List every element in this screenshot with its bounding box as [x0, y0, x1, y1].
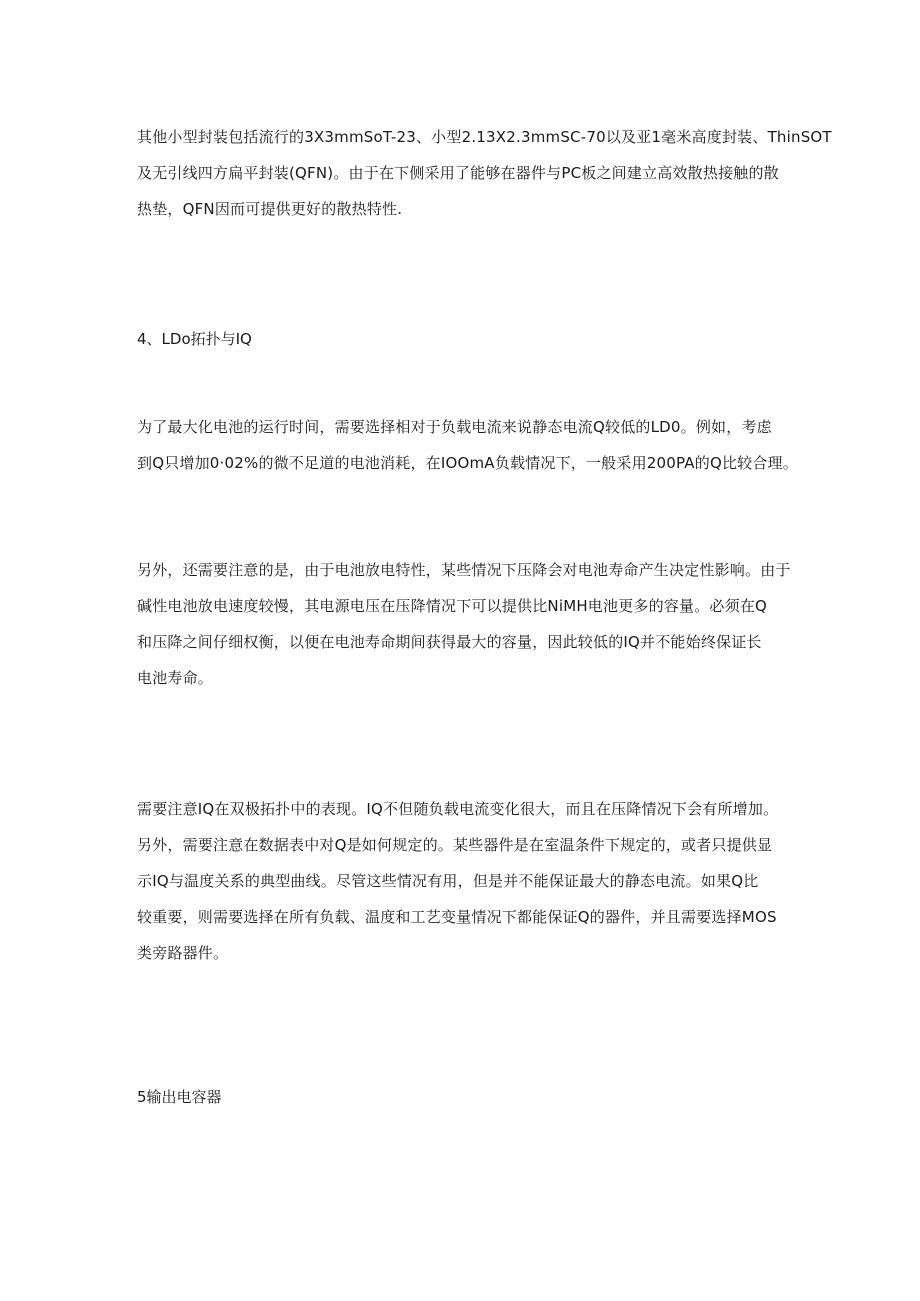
text-line: 需要注意IQ在双极拓扑中的表现。IQ不但随负载电流变化很大，而且在压降情况下会有所增加。: [137, 800, 779, 818]
text-line: 碱性电池放电速度较慢，其电源电压在压降情况下可以提供比NiMH电池更多的容量。必须在Q: [137, 597, 768, 615]
text-line: 热垫，QFN因而可提供更好的散热特性.: [137, 200, 403, 218]
section-heading-output-capacitor: 5输出电容器: [137, 1088, 222, 1106]
text-line: 及无引线四方扁平封装(QFN)。由于在下侧采用了能够在器件与PC板之间建立高效散热接触的散: [137, 164, 779, 182]
text-line: 另外，需要注意在数据表中对Q是如何规定的。某些器件是在室温条件下规定的，或者只提供显: [137, 836, 773, 854]
text-line: 电池寿命。: [137, 669, 214, 687]
text-line: 较重要，则需要选择在所有负载、温度和工艺变量情况下都能保证Q的器件，并且需要选择MOS: [137, 908, 777, 926]
text-line: 和压降之间仔细权衡，以便在电池寿命期间获得最大的容量，因此较低的IQ并不能始终保证长: [137, 633, 762, 651]
text-line: 为了最大化电池的运行时间，需要选择相对于负载电流来说静态电流Q较低的LD0。例如，考虑: [137, 418, 772, 436]
paragraph-dropout-effect: [137, 561, 797, 705]
text-line: 其他小型封装包括流行的3X3mmSoT-23、小型2.13X2.3mmSC-70以及亚1毫米高度封装、ThinSOT: [137, 128, 832, 146]
text-line: 示IQ与温度关系的典型曲线。尽管这些情况有用，但是并不能保证最大的静态电流。如果Q比: [137, 872, 759, 890]
paragraph-iq-bipolar: [137, 800, 797, 980]
paragraph-package-types: [137, 128, 832, 236]
text-line: 类旁路器件。: [137, 944, 229, 962]
paragraph-battery-runtime: [137, 418, 797, 490]
section-heading-ldo-topology: 4、LDo拓扑与IQ: [137, 330, 252, 348]
text-line: 另外，还需要注意的是，由于电池放电特性，某些情况下压降会对电池寿命产生决定性影响。由于: [137, 561, 791, 579]
text-line: 到Q只增加0·02%的微不足道的电池消耗，在IOOmA负载情况下，一般采用200PA的Q比较合理。: [137, 454, 798, 472]
